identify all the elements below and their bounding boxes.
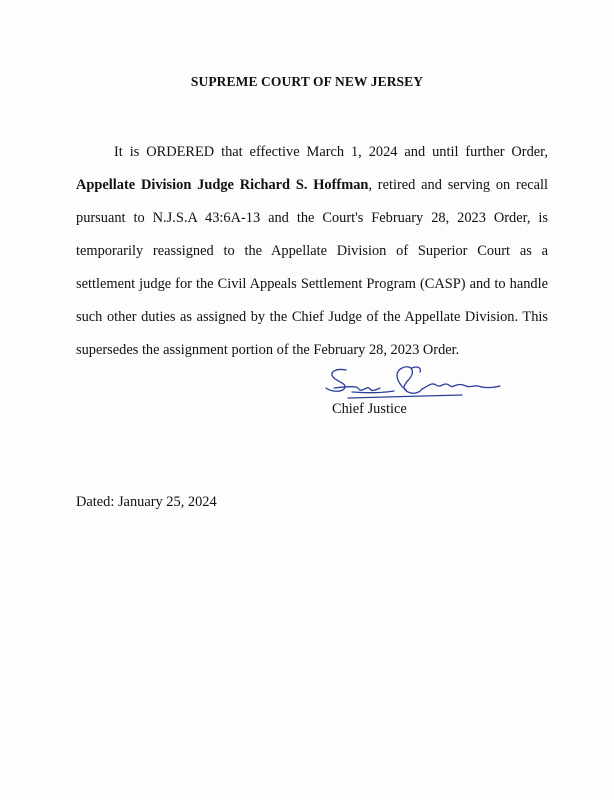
order-text: , retired and serving on recall pursuant to N.J.S.A 43:6A-13 and the Court's February 28, 2023 Order, is temporarily reassigned to the Appellate Division of Superior Court as a settlement judge for the Civil Appeals Settlement Program (CASP) and to handle such other duties as assigned by the Chief Judge of the Appellate Division. This supersedes the assignment portion of the February 28, 2023 Order. [76,177,548,358]
signature-title: Chief Justice [332,401,407,417]
judge-name: Appellate Division Judge Richard S. Hoffman [76,177,369,193]
signature-block [322,362,522,422]
dated-line: Dated: January 25, 2024 [76,494,217,510]
signature-image [322,362,522,404]
order-intro: It is ORDERED that effective March 1, 2024 and until further Order, [114,144,548,160]
page-title: SUPREME COURT OF NEW JERSEY [190,74,424,89]
order-paragraph [76,136,548,367]
